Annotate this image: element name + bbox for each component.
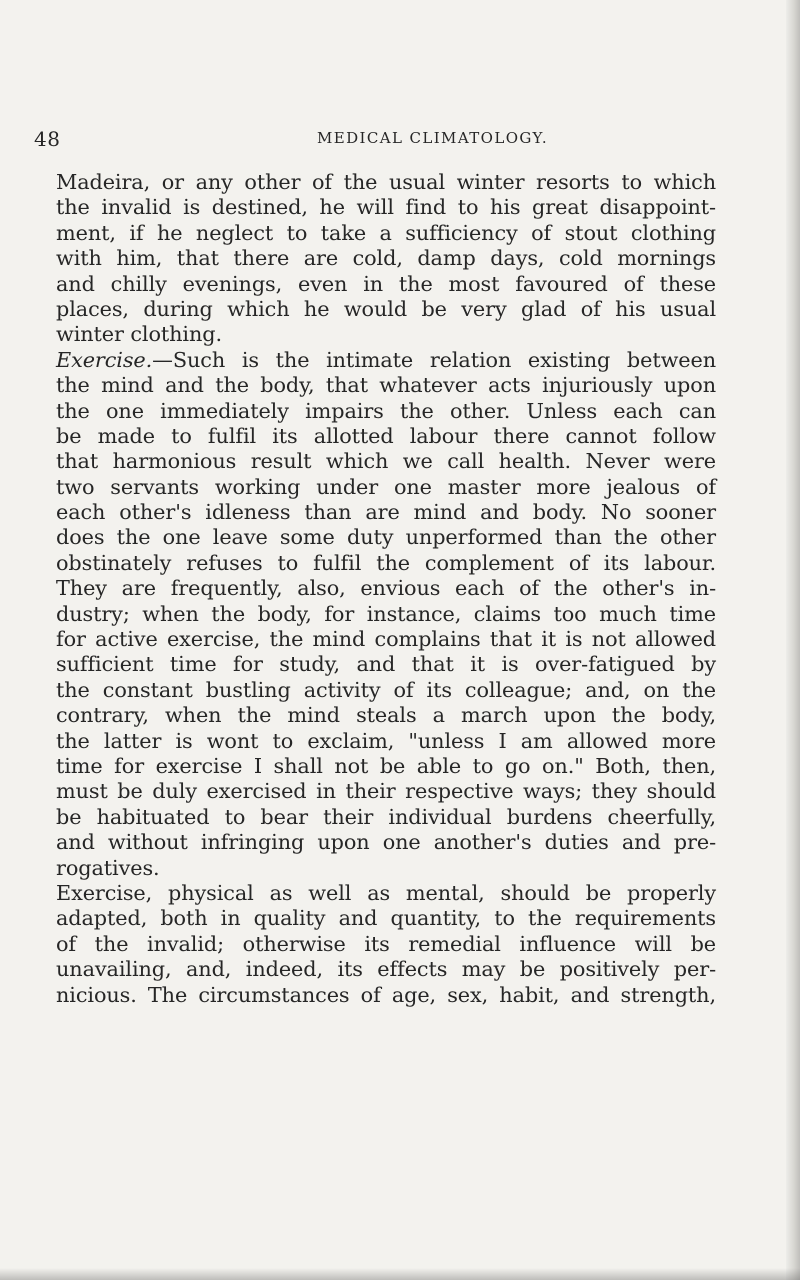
text-line: rogatives. <box>56 855 160 880</box>
text-line: unavailing, and, indeed, its effects may be positively per- <box>56 957 716 982</box>
text-line: nicious. The circumstances of age, sex, habit, and strength, <box>56 982 716 1007</box>
text-line: that harmonious result which we call health. Never were <box>56 449 716 474</box>
text-line: does the one leave some duty unperformed than the other <box>56 525 716 550</box>
text-line: obstinately refuses to fulfil the complement of its labour. <box>56 550 716 575</box>
text-line: with him, that there are cold, damp days, cold mornings <box>56 246 716 271</box>
text-line: places, during which he would be very glad of his usual <box>56 296 716 321</box>
text-line: and chilly evenings, even in the most favoured of these <box>56 271 716 296</box>
text-line: ment, if he neglect to take a sufficiency of stout clothing <box>56 220 716 245</box>
text-line: winter clothing. <box>56 322 223 347</box>
text-line: the constant bustling activity of its colleague; and, on the <box>56 677 716 702</box>
text-line: each other's idleness than are mind and body. No sooner <box>56 500 716 525</box>
section-heading-exercise: Exercise. <box>56 347 153 372</box>
text-line: and without infringing upon one another's duties and pre- <box>56 830 716 855</box>
text-line: adapted, both in quality and quantity, to the requirements <box>56 906 716 931</box>
text-line: the invalid is destined, he will find to his great disappoint- <box>56 195 716 220</box>
text-line-rest: —Such is the intimate relation existing between <box>152 347 716 372</box>
page-bottom-shadow <box>0 1268 800 1280</box>
text-line: the mind and the body, that whatever acts injuriously upon <box>56 373 716 398</box>
text-line: the one immediately impairs the other. Unless each can <box>56 398 716 423</box>
page-edge-shadow <box>786 0 800 1280</box>
running-head <box>34 127 734 153</box>
text-line: time for exercise I shall not be able to go on." Both, then, <box>56 753 716 778</box>
text-line: the latter is wont to exclaim, "unless I am allowed more <box>56 728 716 753</box>
paragraph-first-line: Exercise, physical as well as mental, should be properly <box>56 880 716 905</box>
text-line: dustry; when the body, for instance, claims too much time <box>56 601 716 626</box>
text-line: for active exercise, the mind complains that it is not allowed <box>56 627 716 652</box>
text-line: sufficient time for study, and that it is over-fatigued by <box>56 652 716 677</box>
text-line: be made to fulfil its allotted labour there cannot follow <box>56 423 716 448</box>
running-title: MEDICAL CLIMATOLOGY. <box>317 129 549 147</box>
paragraph-first-line <box>56 348 716 373</box>
text-line: They are frequently, also, envious each of the other's in- <box>56 576 716 601</box>
text-line: Madeira, or any other of the usual winter resorts to which <box>56 170 716 194</box>
text-line: must be duly exercised in their respective ways; they should <box>56 779 716 804</box>
body-text <box>56 170 716 1008</box>
text-line: contrary, when the mind steals a march upon the body, <box>56 703 716 728</box>
text-line: be habituated to bear their individual burdens cheerfully, <box>56 804 716 829</box>
text-line: two servants working under one master more jealous of <box>56 474 716 499</box>
page-number: 48 <box>34 127 61 151</box>
text-line: of the invalid; otherwise its remedial influence will be <box>56 931 716 956</box>
